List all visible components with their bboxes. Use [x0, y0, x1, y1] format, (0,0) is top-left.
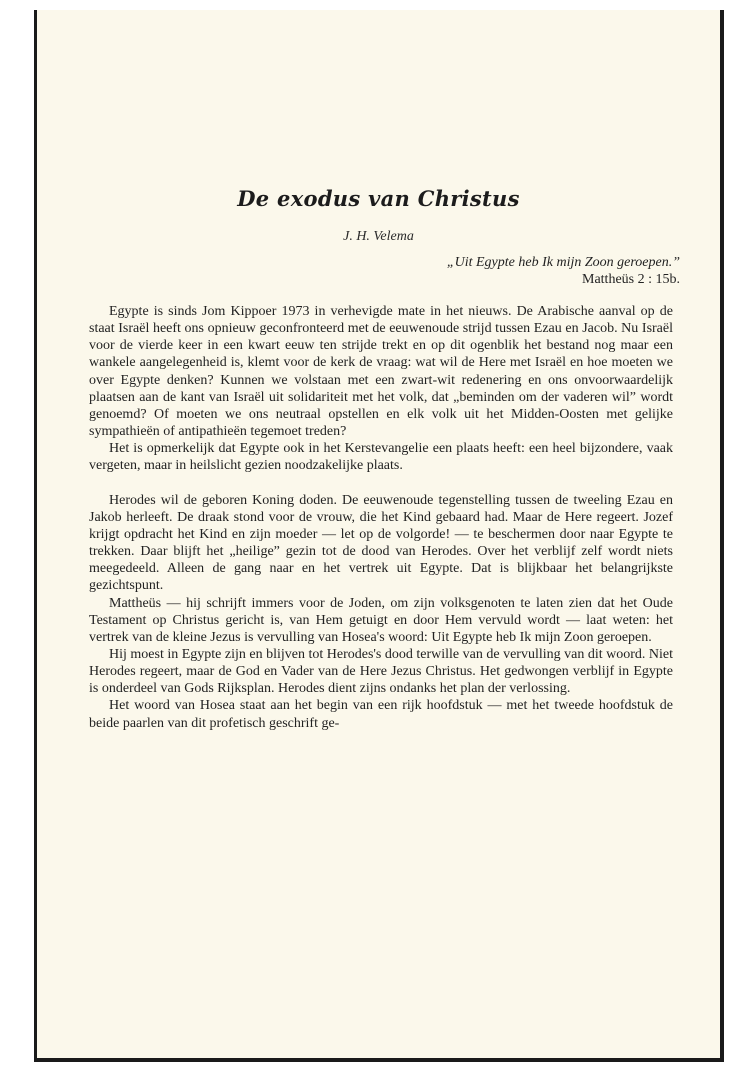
paragraph: Herodes wil de geboren Koning doden. De eeuwenoude tegenstelling tussen de tweeling Ezau en Jakob herleeft. De draak stond voor de vrouw, die het Kind gebaard had. Maar de Here regeert. Jozef krijgt opdracht het Kind en zijn moeder — let op de volgorde! — te beschermen door naar Egypte te trekken. Daar blijft het „heilige” gezin tot de dood van Herodes. Over het verblijf zelf wordt niets meegedeeld. Alleen de gang naar en het vertrek uit Egypte. Dat is blijkbaar het belangrijkste gezichtspunt.	[89, 492, 673, 594]
epigraph	[447, 254, 680, 288]
document-page	[34, 10, 724, 1062]
epigraph-reference: Mattheüs 2 : 15b.	[582, 272, 680, 287]
paragraph: Egypte is sinds Jom Kippoer 1973 in verhevigde mate in het nieuws. De Arabische aanval op de staat Israël heeft ons opnieuw geconfronteerd met de eeuwenoude strijd tussen Ezau en Jacob. Nu Israël voor de vierde keer in een kwart eeuw ten strijde trekt en op dit ogenblik het bestand nog maar een wankele aangelegenheid is, klemt voor de kerk de vraag: wat wil de Here met Israël en hoe moeten we over Egypte denken? Kunnen we volstaan met een zwart-wit redenering en ons onvoorwaardelijk plaatsen aan de kant van Israël uit solidariteit met het volk, dat „beminden om der vaderen wil” wordt genoemd? Of moeten we ons neutraal opstellen en elk volk uit het Midden-Oosten met gelijke sympathieën of antipathieën tegemoet treden?	[89, 304, 673, 440]
paragraph: Het woord van Hosea staat aan het begin van een rijk hoofdstuk — met het tweede hoofdstuk de beide paarlen van dit profetisch geschrift ge-	[89, 698, 673, 731]
paragraph: Hij moest in Egypte zijn en blijven tot Herodes's dood terwille van de vervulling van dit woord. Niet Herodes regeert, maar de God en Vader van de Here Jezus Christus. Het gedwongen verblijf in Egypte is onderdeel van Gods Rijksplan. Herodes dient zijns ondanks het plan der verlossing.	[89, 646, 673, 697]
paragraph: Het is opmerkelijk dat Egypte ook in het Kerstevangelie een plaats heeft: een heel bijzondere, vaak vergeten, maar in heilslicht gezien noodzakelijke plaats.	[89, 441, 673, 474]
article-author: J. H. Velema	[343, 229, 414, 244]
article-title: De exodus van Christus	[237, 186, 520, 211]
article-body	[89, 303, 673, 732]
paragraph: Mattheüs — hij schrijft immers voor de Joden, om zijn volksgenoten te laten zien dat het Oude Testament op Christus gericht is, van Hem getuigt en door Hem vervuld wordt — laat weten: het vertrek van de kleine Jezus is vervulling van Hosea's woord: Uit Egypte heb Ik mijn Zoon geroepen.	[89, 595, 673, 645]
epigraph-quote: „Uit Egypte heb Ik mijn Zoon geroepen.”	[446, 255, 680, 270]
